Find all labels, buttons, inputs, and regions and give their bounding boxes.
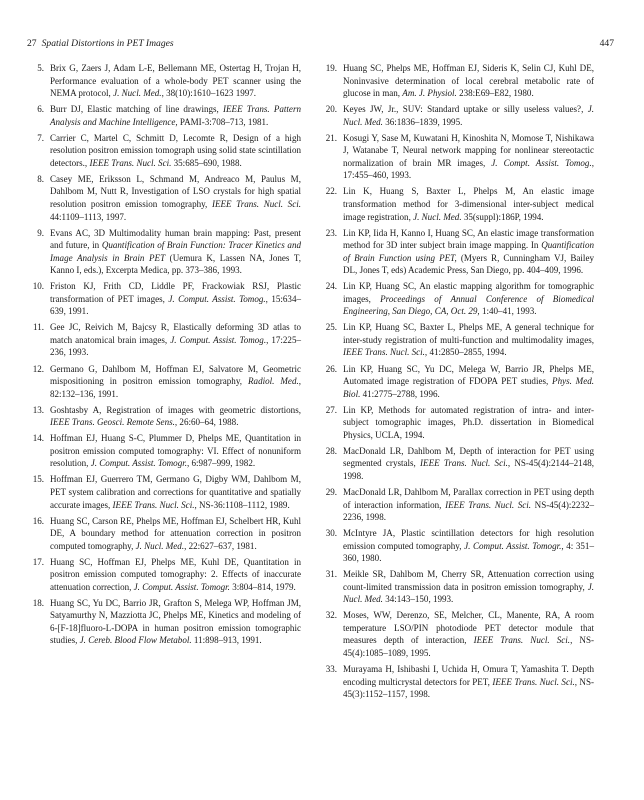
reference-text: Brix G, Zaers J, Adam L-E, Bellemann ME, Ostertag H, Trojan H, Performance evaluation of a whole-body PET scanner using the NEMA protocol, [50,63,301,99]
reference-text: 35(suppl):186P, 1994. [461,211,544,222]
reference-text: , PAMI-3:708–713, 1981. [175,116,269,127]
reference-entry [27,515,301,553]
reference-text: , 41:2850–2855, 1994. [424,347,507,358]
reference-entry [27,363,301,401]
reference-source: Proceedings of Annual Conference of Biomedical Engineering, San Diego, CA, Oct. 29, [343,293,594,317]
reference-text: Gee JC, Reivich M, Bajcsy R, Elastically deforming 3D atlas to match anatomical brain images, [50,322,301,345]
reference-text: MacDonald LR, Dahlbom M, Parallax correction in PET using depth of interaction information, [343,486,594,510]
reference-entry [27,62,301,100]
reference-text: 41:2775–2788, 1996. [360,388,440,399]
reference-entry [320,445,594,483]
reference-text: , NS-45(4):2144–2148, 1998. [343,458,595,481]
reference-number: 8. [37,173,44,184]
reference-text: Huang SC, Phelps ME, Hoffman EJ, Sideris K, Selin CJ, Kuhl DE, Noninvasive determination of local cerebral metabolic rate of glucose in man, [343,63,594,99]
reference-source: J. Compt. Assist. Tomog. [491,157,592,168]
running-head [27,38,614,49]
reference-source: J. Nucl. Med. [413,211,462,222]
reference-entry [27,173,301,223]
reference-number: 30. [325,528,337,539]
reference-text: Lin KP, Huang SC, An elastic mapping algorithm for tomographic images, [343,281,594,304]
reference-number: 13. [32,404,44,415]
reference-source: Phys. Med. Biol. [343,376,594,399]
reference-source: IEEE Trans. Nucl. Sci. [89,157,172,168]
reference-text: Hoffman EJ, Guerrero TM, Germano G, Digby WM, Dahlbom M, PET system calibration and corrections for quantitative and spatially accurate images, [50,474,301,510]
reference-entry [320,609,594,659]
reference-text: Moses, WW, Derenzo, SE, Melcher, CL, Manente, RA, A room temperature LSO/PIN photodiode PET detector module that measures depth of interaction, [343,610,594,646]
reference-text: Lin KP, Methods for automated registration of intra- and inter-subject tomographic images, Ph.D. dissertation in Biomedical Physics, UCLA, 1994. [343,404,594,440]
reference-entry [27,556,301,594]
reference-entry [27,132,301,170]
reference-text: 3:804–814, 1979. [229,581,296,592]
reference-entry [320,363,594,401]
reference-number: 23. [325,227,337,238]
reference-text: 238:E69–E82, 1980. [456,88,534,99]
reference-text: 35:685–690, 1988. [171,157,242,168]
reference-number: 18. [32,597,44,608]
reference-text: , 26:60–64, 1988. [174,417,239,428]
reference-text: 34:143–150, 1993. [382,594,454,605]
reference-text: Lin KP, Iida H, Kanno I, Huang SC, An elastic image transformation method for 3D inter subject brain image mapping. In [343,227,594,251]
reference-number: 19. [325,63,337,73]
reference-source: J. Nucl. Med. [343,104,594,127]
reference-source: J. Nucl. Med. [135,540,185,551]
reference-entry [320,527,594,565]
reference-text: Casey ME, Eriksson L, Schmand M, Andreaco M, Paulus M, Dahlbom M, Nutt R, Investigation of LSO crystals for high spatial resolution positron emission tomography, [50,173,301,209]
reference-number: 26. [325,363,337,374]
reference-number: 7. [37,132,44,143]
reference-source: IEEE Trans. Nucl. Sci. [211,198,301,209]
reference-entry [27,404,301,429]
reference-text: (Uemura K, Lassen NA, Jones T, Kanno I, eds.), Excerpta Medica, pp. 373–386, 1993. [50,252,301,276]
reference-entry [27,103,301,128]
chapter-number: 27 [27,38,37,49]
reference-text: Evans AC, 3D Multimodality human brain mapping: Past, present and future, in [50,227,301,251]
reference-text: , 38(10):1610–1623 1997. [161,88,257,99]
reference-text: Goshtasby A, Registration of images with geometric distortions, [50,404,301,415]
references-right-column [320,62,594,704]
reference-entry [27,432,301,470]
reference-source: J. Nucl. Med. [113,88,162,99]
reference-entry [320,62,594,100]
reference-text: Murayama H, Ishibashi I, Uchida H, Omura T, Yamashita T. Depth encoding multicrystal detectors for PET, [343,664,594,687]
reference-source: Quantification of Brain Function: Tracer Kinetics and Image Analysis in Brain PET [50,240,301,263]
reference-text: Lin KP, Huang SC, Yu DC, Melega W, Barrio JR, Phelps ME, Automated image registration of FDOPA PET studies, [343,363,594,387]
reference-text: Keyes JW, Jr., SUV: Standard uptake or silly useless values?, [343,104,588,115]
reference-entry [320,132,594,182]
reference-text: 36:1836–1839, 1995. [382,116,463,127]
reference-text: Huang SC, Carson RE, Phelps ME, Hoffman EJ, Schelbert HR, Kuhl DE, A boundary method for attenuation correction in positron computed tomography, [50,515,301,551]
reference-entry [320,568,594,606]
reference-text: Friston KJ, Frith CD, Liddle PF, Frackowiak RSJ, Plastic transformation of PET images, [50,281,301,304]
reference-text: , 6:987–999, 1982. [187,458,256,469]
reference-source: J. Comput. Assist. Tomogr. [90,458,187,469]
references-left-column [27,62,301,651]
reference-text: Hoffman EJ, Huang S-C, Plummer D, Phelps ME, Quantitation in positron emission computed tomography: VI. Effect of nonuniform resolution, [50,433,301,469]
reference-text: Carrier C, Martel C, Schmitt D, Lecomte R, Design of a high resolution positron emission tomograph using solid state scintillation detectors., [50,132,301,168]
chapter-title: Spatial Distortions in PET Images [41,38,174,49]
reference-number: 22. [325,186,337,197]
reference-number: 21. [325,132,337,143]
reference-text: , NS-45(3):1152–1157, 1998. [343,676,594,700]
reference-text: , 4: 351–360, 1980. [343,540,594,564]
reference-entry [320,321,594,359]
reference-text: Lin K, Huang S, Baxter L, Phelps M, An elastic image transformation method for 3-dimensional inter-subject medical image registration, [343,186,594,222]
reference-text: , 15:634–639, 1991. [50,293,301,317]
page-number: 447 [599,38,614,49]
reference-entry [320,185,594,223]
reference-text: , 17:225–236, 1993. [50,334,301,358]
reference-source: Quantification of Brain Function using PET, [343,240,594,263]
reference-text: , 22:627–637, 1981. [184,540,257,551]
reference-entry [320,103,594,128]
reference-text: Huang SC, Hoffman EJ, Phelps ME, Kuhl DE, Quantitation in positron emission computed tomography: 2. Effects of inaccurate attenuation correction, [50,556,301,592]
reference-text: , 82:132–136, 1991. [50,376,301,399]
reference-number: 24. [325,281,337,292]
reference-number: 14. [32,433,44,444]
reference-source: IEEE Trans. Nucl. Sci. [343,347,425,358]
reference-number: 29. [325,486,337,497]
reference-source: IEEE Trans. Nucl. Sci. [492,676,575,687]
reference-number: 25. [325,322,337,333]
reference-text: , NS-36:1108–1112, 1989. [194,499,290,510]
reference-source: J. Cereb. Blood Flow Metabol. [79,635,192,646]
reference-source: J. Comput. Assist. Tomogr. [464,540,562,551]
reference-text: Germano G, Dahlbom M, Hoffman EJ, Salvatore M, Geometric mispositioning in positron emission tomography, [50,363,301,387]
reference-source: Am. J. Physiol. [402,88,457,99]
reference-entry [27,597,301,647]
reference-text: (Myers R, Cunningham VJ, Bailey DL, Jones T, eds) Academic Press, San Diego, pp. 404–409, 1996. [343,252,594,276]
reference-entry [320,486,594,524]
reference-source: J. Comput. Assist. Tomogr. [133,581,230,592]
reference-source: J. Comput. Assist. Tomog. [170,334,267,345]
reference-entry [320,404,594,442]
reference-source: IEEE Trans. Nucl. Sci. [445,499,532,510]
reference-number: 32. [325,610,337,621]
reference-number: 31. [325,569,337,580]
reference-number: 11. [33,322,44,333]
reference-number: 15. [32,474,44,485]
reference-number: 5. [37,63,44,73]
reference-number: 9. [37,227,44,238]
reference-number: 27. [325,404,337,415]
reference-number: 20. [325,104,337,115]
reference-text: Lin KP, Huang SC, Baxter L, Phelps ME, A general technique for inter-study registration of multi-function and multimodality images, [343,322,594,345]
reference-source: IEEE Trans. Pattern Analysis and Machine Intelligence [50,104,301,127]
reference-entry [320,280,594,318]
reference-text: 44:1109–1113, 1997. [50,211,127,222]
reference-entry [320,227,594,277]
reference-entry [27,227,301,277]
reference-text: 1:40–41, 1993. [479,306,537,317]
reference-entry [320,663,594,701]
reference-number: 16. [32,515,44,526]
reference-source: IEEE Trans. Geosci. Remote Sens. [50,417,175,428]
reference-source: J. Nucl. Med. [343,581,594,605]
reference-number: 33. [325,664,337,675]
reference-entry [27,473,301,511]
reference-source: IEEE Trans. Nucl. Sci. [112,499,195,510]
reference-text: NS-45(4):2232–2236, 1998. [343,499,594,523]
reference-text: , NS-45(4):1085–1089, 1995. [343,635,594,659]
reference-number: 6. [37,104,44,115]
reference-text: , 17:455–460, 1993. [343,157,594,181]
reference-source: IEEE Trans. Nucl. Sci. [473,635,571,646]
reference-text: Meikle SR, Dahlbom M, Cherry SR, Attenuation correction using count-limited transmission data in positron emission tomography, [343,569,594,592]
reference-number: 10. [32,281,44,292]
reference-text: MacDonald LR, Dahlbom M, Depth of interaction for PET using segmented crystals, [343,445,594,469]
reference-number: 28. [325,445,337,456]
reference-text: 11:898–913, 1991. [191,635,262,646]
chapter-heading [27,38,174,49]
reference-source: J. Comput. Assist. Tomog. [168,293,266,304]
reference-text: Kosugi Y, Sase M, Kuwatani H, Kinoshita N, Momose T, Nishikawa J, Watanabe T, Neural network mapping for nonlinear stereotactic normalization of brain MR images, [343,132,594,168]
reference-text: McIntyre JA, Plastic scintillation detectors for high resolution emission computed tomography, [343,528,594,551]
reference-text: Huang SC, Yu DC, Barrio JR, Grafton S, Melega WP, Hoffman JM, Satyamurthy N, Mazziotta JC, Phelps ME, Kinetics and modeling of 6-[F-18]fluoro-L-DOPA in human positron emission tomographic studies, [50,597,301,646]
reference-text: Burr DJ, Elastic matching of line drawings, [50,104,224,115]
reference-number: 12. [32,363,44,374]
reference-source: IEEE Trans. Nucl. Sci. [420,458,508,469]
reference-number: 17. [32,556,44,567]
reference-entry [27,280,301,318]
reference-source: Radiol. Med. [248,376,299,387]
reference-entry [27,321,301,359]
